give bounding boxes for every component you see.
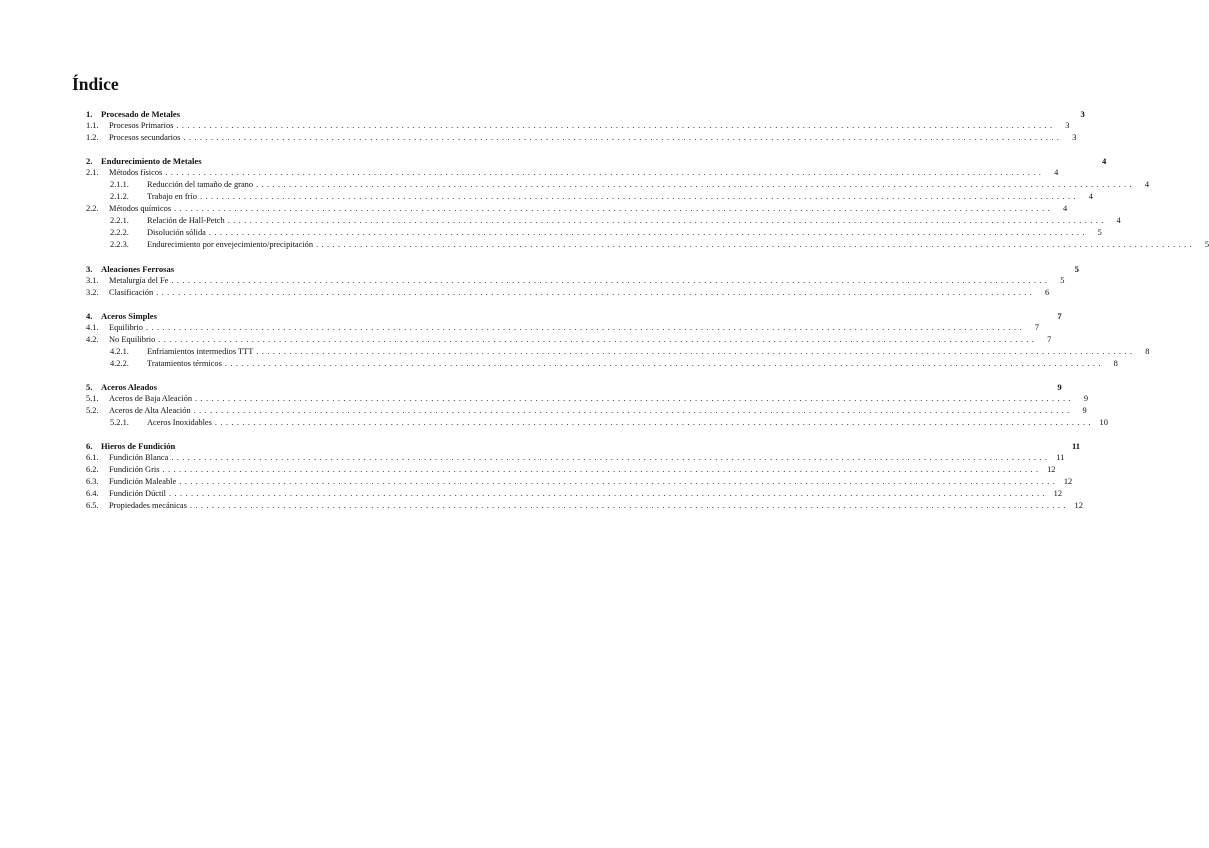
entry-number: 2.1.2. [110,192,129,202]
page-number: 6 [1045,287,1050,297]
page-number: 12 [1047,465,1056,475]
entry-number: 4. [86,310,93,321]
table-of-contents [86,108,1209,524]
page-number: 12 [1074,501,1083,511]
page-number: 12 [1053,489,1062,499]
dot-leader: ................................................................................................................................................................ [183,133,1063,142]
entry-title: Métodos químicos [109,204,172,214]
page-number: 3 [1080,109,1085,119]
entry-title: Fundición Maleable [109,477,177,487]
entry-number: 6.5. [86,501,99,511]
toc-chapter [86,108,1085,144]
toc-section-entry[interactable] [86,393,1089,405]
page-number: 8 [1113,358,1118,368]
toc-section-entry[interactable] [86,464,1056,476]
dot-leader: ................................................................................................................................................................ [174,204,1054,214]
entry-number: 1. [86,109,93,119]
entry-number: 2.2.1. [110,216,129,226]
entry-title: Disolución sólida [147,228,206,238]
toc-subsection-entry[interactable] [86,179,1150,191]
dot-leader: ................................................................................................................................................................ [158,334,1038,344]
entry-title: Aceros Simples [101,310,157,321]
entry-number: 2.1. [86,168,99,178]
dot-leader: ................................................................................................................................................................ [156,287,1036,297]
page-number: 10 [1099,418,1108,428]
toc-section-entry[interactable] [86,275,1065,287]
toc-chapter [86,440,1083,512]
page-number: 3 [1065,121,1070,130]
toc-chapter-heading[interactable] [86,263,1079,275]
toc-section-entry[interactable] [86,287,1050,299]
dot-leader: ................................................................................................................................................................ [195,394,1075,404]
toc-section-entry[interactable] [86,132,1077,144]
entry-title: Equilibrio [109,322,143,332]
page-number: 5 [1204,240,1209,250]
entry-number: 2.2. [86,204,99,214]
entry-title: Procesos secundarios [109,133,181,142]
dot-leader: ................................................................................................................................................................ [169,489,1048,499]
toc-chapter [86,263,1079,299]
entry-title: Procesos Primarios [109,121,174,130]
entry-number: 6.1. [86,453,99,463]
toc-section-entry[interactable] [86,452,1065,464]
toc-chapter-heading[interactable] [86,381,1062,393]
entry-title: Tratamientos térmicos [147,358,222,368]
dot-leader: ................................................................................................................................................................ [165,168,1045,178]
dot-leader: ................................................................................................................................................................ [316,240,1196,250]
entry-title: Fundición Blanca [109,453,169,463]
entry-number: 4.2.1. [110,346,129,356]
toc-subsection-entry[interactable] [86,417,1108,429]
toc-subsection-entry[interactable] [86,358,1118,370]
entry-title: Propiedades mecánicas [109,501,187,511]
entry-number: 1.1. [86,121,99,130]
entry-title: Aceros de Alta Aleación [109,406,191,416]
entry-title: Aceros de Baja Aleación [109,394,193,404]
entry-title: Reducción del tamaño de grano [147,180,254,190]
entry-title: Relación de Hall-Petch [147,216,225,226]
page-number: 4 [1102,156,1107,167]
toc-section-entry[interactable] [86,120,1070,132]
entry-number: 4.2.2. [110,358,129,368]
dot-leader: ................................................................................................................................................................ [176,121,1056,130]
entry-number: 4.1. [86,322,99,332]
toc-subsection-entry[interactable] [86,346,1150,358]
entry-number: 6. [86,441,93,452]
page-number: 4 [1144,180,1150,190]
entry-title: Métodos físicos [109,168,163,178]
dot-leader: ................................................................................................................................................................ [189,501,1069,511]
entry-number: 3. [86,263,93,274]
page-number: 5 [1060,275,1065,285]
dot-leader: ................................................................................................................................................................ [162,465,1042,475]
entry-number: 3.1. [86,275,99,285]
toc-section-entry[interactable] [86,500,1083,512]
page-number: 8 [1145,346,1150,356]
page-number: 11 [1056,453,1065,463]
entry-number: 2. [86,156,93,167]
entry-number: 2.2.3. [110,240,129,250]
entry-title: Fundición Gris [109,465,160,475]
page-number: 5 [1074,263,1079,274]
toc-chapter-heading[interactable] [86,108,1085,120]
page-number: 5 [1097,228,1102,238]
page-number: 3 [1072,133,1077,142]
toc-chapter [86,155,1209,251]
toc-subsection-entry[interactable] [86,215,1121,227]
dot-leader: ................................................................................................................................................................ [171,453,1051,463]
page-number: 4 [1088,192,1093,202]
entry-title: Aceros Aleados [101,382,157,393]
entry-number: 2.1.1. [110,180,129,190]
toc-chapter [86,381,1108,429]
page-title: Índice [72,74,119,94]
dot-leader: ................................................................................................................................................................ [256,180,1136,190]
entry-number: 5.2. [86,406,99,416]
entry-title: Hieros de Fundición [101,441,176,452]
dot-leader: ................................................................................................................................................................ [224,358,1104,368]
page-number: 9 [1083,394,1089,404]
toc-subsection-entry[interactable] [86,227,1102,239]
page-number: 4 [1054,168,1059,178]
entry-title: Endurecimiento por envejecimiento/precipitación [147,240,314,250]
toc-section-entry[interactable] [86,405,1087,417]
page-number: 12 [1063,477,1073,487]
dot-leader: ................................................................................................................................................................ [199,192,1079,202]
entry-number: 5.1. [86,394,99,404]
entry-title: Enfriamientos intermedios TTT [147,346,254,356]
toc-chapter-heading[interactable] [86,155,1107,167]
entry-number: 1.2. [86,133,99,142]
dot-leader: ................................................................................................................................................................ [256,346,1136,356]
toc-section-entry[interactable] [86,322,1039,334]
entry-number: 4.2. [86,334,99,344]
entry-title: Trabajo en frío [147,192,197,202]
toc-subsection-entry[interactable] [86,191,1093,203]
dot-leader: ................................................................................................................................................................ [227,216,1107,226]
entry-number: 6.4. [86,489,99,499]
entry-title: Endurecimiento de Metales [101,156,202,167]
page-number: 9 [1082,406,1087,416]
page-number: 11 [1071,441,1081,452]
toc-section-entry[interactable] [86,203,1068,215]
toc-subsection-entry[interactable] [86,239,1209,251]
dot-leader: ................................................................................................................................................................ [208,228,1088,238]
entry-title: Metalurgía del Fe [109,275,169,285]
entry-number: 5.2.1. [110,418,129,428]
page-number: 7 [1057,310,1062,321]
dot-leader: ................................................................................................................................................................ [193,406,1073,416]
page-number: 4 [1116,216,1121,226]
dot-leader: ................................................................................................................................................................ [145,322,1025,332]
entry-number: 5. [86,382,93,393]
dot-leader: ................................................................................................................................................................ [214,418,1094,428]
entry-title: Aceros Inoxidables [147,418,212,428]
entry-title: Aleaciones Ferrosas [101,263,175,274]
toc-chapter [86,310,1150,370]
dot-leader: ................................................................................................................................................................ [179,477,1059,487]
entry-title: No Equilibrio [109,334,156,344]
page-number: 9 [1057,382,1062,393]
entry-number: 3.2. [86,287,99,297]
page-number: 7 [1034,322,1039,332]
entry-number: 6.2. [86,465,99,475]
entry-title: Procesado de Metales [101,109,181,119]
entry-title: Fundición Dúctil [109,489,166,499]
toc-section-entry[interactable] [86,334,1052,346]
toc-section-entry[interactable] [86,476,1073,488]
entry-number: 6.3. [86,477,99,487]
toc-chapter-heading[interactable] [86,440,1081,452]
toc-chapter-heading[interactable] [86,310,1062,322]
toc-section-entry[interactable] [86,488,1062,500]
page-number: 4 [1062,204,1068,214]
page-number: 7 [1047,334,1052,344]
entry-title: Clasificación [109,287,154,297]
dot-leader: ................................................................................................................................................................ [171,275,1051,285]
entry-number: 2.2.2. [110,228,129,238]
toc-section-entry[interactable] [86,167,1059,179]
